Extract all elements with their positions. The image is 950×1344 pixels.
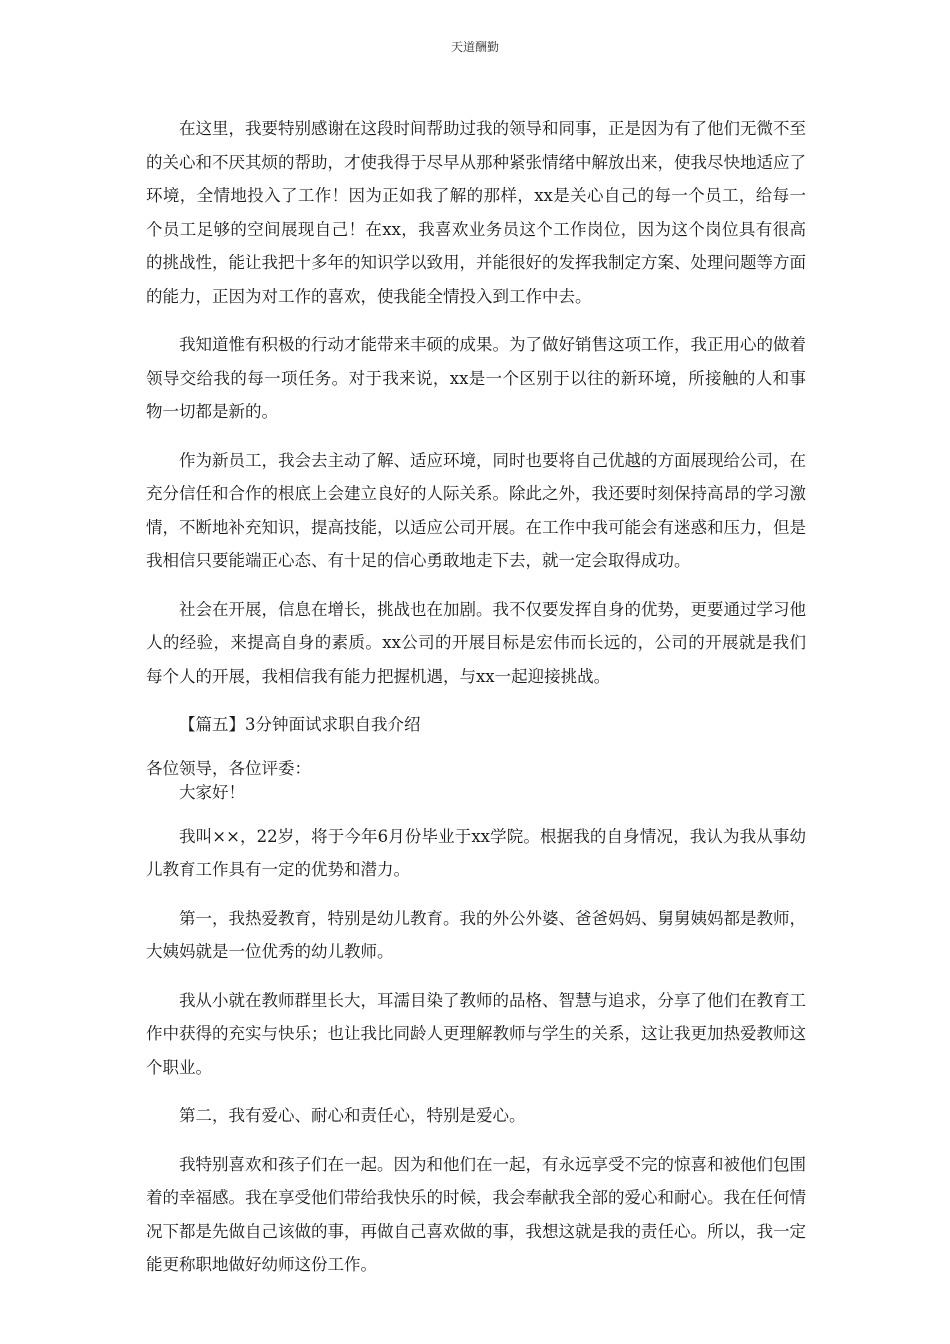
paragraph: 我从小就在教师群里长大，耳濡目染了教师的品格、智慧与追求，分享了他们在教育工作中获得的充实与快乐；也让我比同龄人更理解教师与学生的关系，这让我更加热爱教师这个职业。 bbox=[146, 990, 806, 1077]
paragraph: 我特别喜欢和孩子们在一起。因为和他们在一起，有永远享受不完的惊喜和被他们包围着的幸福感。我在享受他们带给我快乐的时候，我会奉献我全部的爱心和耐心。我在任何情况下都是先做自己该做的事，再做自己喜欢做的事，我想这就是我的责任心。所以，我一定能更称职地做好幼师这份工作。 bbox=[146, 1154, 806, 1274]
salutation: 各位领导，各位评委： bbox=[146, 758, 311, 778]
document-body bbox=[146, 112, 806, 1297]
paragraph: 作为新员工，我会去主动了解、适应环境，同时也要将自己优越的方面展现给公司，在充分信任和合作的根底上会建立良好的人际关系。除此之外，我还要时刻保持高昂的学习激情，不断地补充知识，提高技能，以适应公司开展。在工作中我可能会有迷惑和压力，但是我相信只要能端正心态、有十足的信心勇敢地走下去，就一定会取得成功。 bbox=[146, 450, 806, 570]
paragraph: 社会在开展，信息在增长，挑战也在加剧。我不仅要发挥自身的优势，更要通过学习他人的经验，来提高自身的素质。xx公司的开展目标是宏伟而长远的，公司的开展就是我们每个人的开展，我相信我有能力把握机遇，与xx一起迎接挑战。 bbox=[146, 599, 806, 686]
paragraph: 第一，我热爱教育，特别是幼儿教育。我的外公外婆、爸爸妈妈、舅舅姨妈都是教师，大姨妈就是一位优秀的幼儿教师。 bbox=[146, 908, 806, 961]
paragraph: 我叫××，22岁，将于今年6月份毕业于xx学院。根据我的自身情况，我认为我从事幼儿教育工作具有一定的优势和潜力。 bbox=[146, 826, 806, 879]
paragraph: 在这里，我要特别感谢在这段时间帮助过我的领导和同事，正是因为有了他们无微不至的关心和不厌其烦的帮助，才使我得于尽早从那种紧张情绪中解放出来，使我尽快地适应了环境，全情地投入了工作！因为正如我了解的那样，xx是关心自己的每一个员工，给每一个员工足够的空间展现自己！在xx，我喜欢业务员这个工作岗位，因为这个岗位具有很高的挑战性，能让我把十多年的知识学以致用，并能很好的发挥我制定方案、处理问题等方面的能力，正因为对工作的喜欢，使我能全情投入到工作中去。 bbox=[146, 119, 806, 306]
page-header: 天道酬勤 bbox=[450, 40, 499, 54]
section-heading: 【篇五】3分钟面试求职自我介绍 bbox=[179, 715, 421, 734]
greeting: 大家好！ bbox=[179, 782, 245, 802]
paragraph: 我知道惟有积极的行动才能带来丰硕的成果。为了做好销售这项工作，我正用心的做着领导交给我的每一项任务。对于我来说，xx是一个区别于以往的新环境，所接触的人和事物一切都是新的。 bbox=[146, 335, 806, 421]
paragraph: 第二，我有爱心、耐心和责任心，特别是爱心。 bbox=[179, 1106, 526, 1125]
